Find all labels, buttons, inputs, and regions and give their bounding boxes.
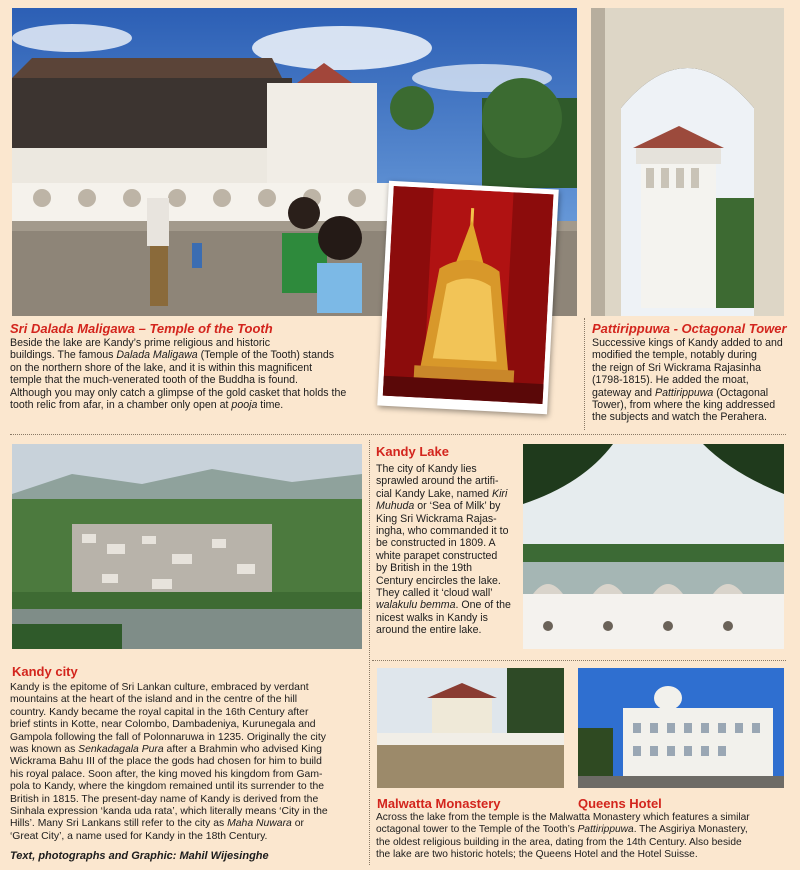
gold-casket-photo xyxy=(377,181,559,415)
queens-hotel-photo xyxy=(578,668,784,788)
tower-body: Successive kings of Kandy added to and modified the temple, notably during the reign of Sri Wickrama Rajasinha (1798-1815). He added the moat, gateway and Pattirippuwa (Octagonal Tower), from where the king addressed the subjects and watch the Perahera. xyxy=(592,337,783,424)
tower-heading: Pattirippuwa - Octagonal Tower xyxy=(592,321,787,336)
city-heading: Kandy city xyxy=(12,664,78,679)
lake-heading: Kandy Lake xyxy=(376,444,449,459)
tooth-body: Beside the lake are Kandy’s prime religious and historic buildings. The famous Dalada Maligawa (Temple of the Tooth) stands on the northern shore of the lake, and it is within this magnificent temple that the much-venerated tooth of the Buddha is found. Although you may only catch a glimpse of the gold casket that holds the tooth relic from afar, in a chamber only open at pooja time. xyxy=(10,337,347,412)
bottom-body: Across the lake from the temple is the Malwatta Monastery which features a similar octagonal tower to the Temple of the Tooth’s Pattirippuwa. The Asgiriya Monastery, the oldest religious building in the area, dating from the 14th Century. Also beside the lake are two historic hotels; the Queens Hotel and the Hotel Suisse. xyxy=(376,812,750,861)
tooth-heading: Sri Dalada Maligawa – Temple of the Tooth xyxy=(10,321,273,336)
lake-body: The city of Kandy lies sprawled around the artifi- cial Kandy Lake, named Kiri Muhuda or ‘Sea of Milk’ by King Sri Wickrama Rajas- ingha, who commanded it to be constructed in 1809. A white parapet constructed by British in the 19th Century encircles the lake. They called it ‘cloud wall’ walakulu bemma. One of the nicest walks in Kandy is around the entire lake. xyxy=(376,463,511,637)
section-divider-right xyxy=(372,660,786,661)
malwatta-heading: Malwatta Monastery xyxy=(377,796,501,811)
malwatta-monastery-photo xyxy=(377,668,564,788)
section-divider-top xyxy=(10,434,786,435)
city-body: Kandy is the epitome of Sri Lankan culture, embraced by verdant mountains at the heart of the island and in the centre of the hill country. Kandy became the royal capital in the 16th Century after brief stints in Kotte, near Colombo, Dambadeniya, Kurunegala and Gampola following the fall of Polonnaruwa in 1235. Originally the city was known as Senkadagala Pura after a Brahmin who advised King Wickrama Bahu III of the place the gods had chosen for him to build his royal palace. Soon after, the king moved his kingdom from Gam- pola to Kandy, where the kingdom remained until its surrender to the British in 1815. The present-day name of Kandy is derived from the Sinhala expression ‘kanda uda rata’, which literally means ‘City in the Hills’. Many Sri Lankans still refer to the city as Maha Nuwara or ‘Great City’, a name used for Kandy in the 18th Century. xyxy=(10,682,328,842)
column-divider-top xyxy=(584,318,585,430)
queens-heading: Queens Hotel xyxy=(578,796,662,811)
kandy-lake-photo xyxy=(523,444,784,649)
octagonal-tower-photo xyxy=(591,8,784,316)
kandy-city-photo xyxy=(12,444,362,649)
photo-credit: Text, photographs and Graphic: Mahil Wijesinghe xyxy=(10,850,269,862)
column-divider-middle xyxy=(369,440,370,865)
